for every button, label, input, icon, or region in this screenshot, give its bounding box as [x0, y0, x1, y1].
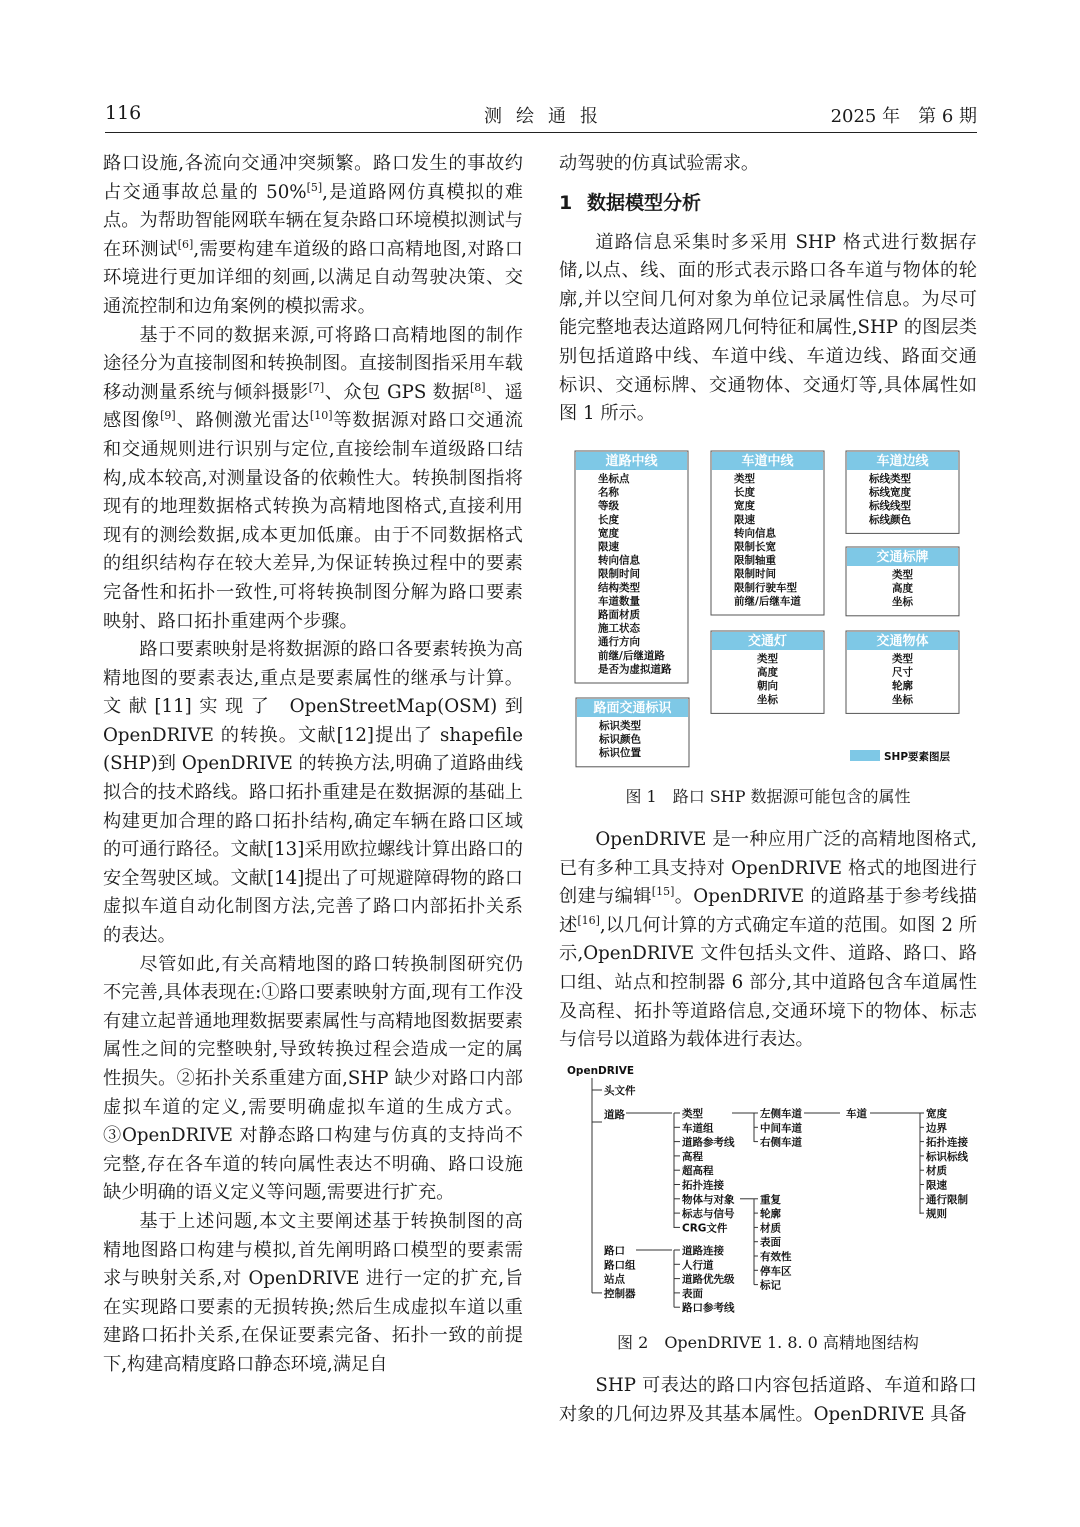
paragraph-element-mapping: 路口要素映射是将数据源的路口各要素转换为高精地图的要素表达,重点是要素属性的继承与计算。文献[11]实现了 OpenStreetMap(OSM)到 OpenDRIVE 的转换。文献[12]提出了 shapefile (SHP)到 OpenDRIVE 的转换方法,明确了道路曲线拟合的技术路线。路口拓扑重建是在数据源的基础上构建更加合理的路口拓扑结构,确定车辆在路口区域的可通行路径。文献[13]采用欧拉螺线计算出路口的安全驾驶区域。文献[14]提出了可规避障碍物的路口虚拟车道自动化制图方法,完善了路口内部拓扑关系的表达。: [103, 639, 523, 947]
layer-box-marking: [576, 698, 689, 767]
attribute-item: 标识位置: [599, 747, 641, 760]
attribute-item: 类型: [757, 653, 778, 665]
paragraph-intro-cont: 路口设施,各流向交通冲突频繁。路口发生的事故约占交通事故总量的 50%[5],是道路网仿真模拟的难点。为帮助智能网联车辆在复杂路口环境模拟测试与在环测试[6],需要构建车道级的路口高精地图,对路口环境进行更加详细的刻画,以满足自动驾驶决策、交通流控制和边角案例的模拟需求。: [103, 153, 523, 317]
figure-2-opendrive-structure: [562, 1062, 972, 1322]
attribute-item: 结构类型: [598, 581, 640, 594]
attribute-item: 宽度: [734, 500, 755, 513]
layer-box-object: [846, 631, 959, 713]
paragraph-continuation: 动驾驶的仿真试验需求。: [559, 153, 760, 174]
citation: [6]: [177, 237, 194, 251]
tree-node-road-child: 道路参考线: [682, 1136, 735, 1149]
left-column: [103, 150, 523, 1380]
page-header: [105, 100, 977, 130]
attribute-item: 路面材质: [598, 609, 640, 621]
right-column-top: [559, 150, 977, 429]
issue-number: 2025 年 第 6 期: [830, 106, 977, 127]
tree-node-road-child: 超高程: [682, 1165, 714, 1178]
attribute-item: 转向信息: [734, 527, 776, 540]
section-title: 1 数据模型分析: [559, 191, 702, 214]
attribute-item: 宽度: [598, 527, 619, 540]
box-title: 车道中线: [741, 454, 794, 469]
tree-node-lane: 车道: [846, 1108, 867, 1120]
right-column-middle: [559, 826, 977, 1055]
figure-2-caption: 图 2 OpenDRIVE 1. 8. 0 高精地图结构: [617, 1333, 919, 1352]
attribute-item: 限速: [598, 541, 619, 553]
legend-swatch: [850, 750, 880, 761]
attribute-item: 标识类型: [599, 720, 641, 732]
tree-node-lane-child: 边界: [926, 1122, 947, 1135]
tree-node-junction: 路口: [604, 1245, 625, 1257]
attribute-item: 高度: [892, 582, 913, 595]
header-rule: [105, 132, 977, 133]
tree-node-lane-child: 宽度: [926, 1108, 947, 1120]
citation: [8]: [470, 380, 486, 394]
tree-node-lane-group: 右侧车道: [760, 1136, 802, 1149]
attribute-item: 长度: [598, 513, 619, 526]
attribute-item: 坐标: [757, 693, 778, 706]
attribute-item: 限制行驶车型: [734, 581, 797, 594]
citation: [10]: [309, 409, 333, 423]
tree-node-lane-child: 通行限制: [926, 1193, 968, 1206]
tree-node-road-child: CRG文件: [682, 1222, 728, 1235]
tree-node-road: 道路: [604, 1109, 625, 1121]
attribute-item: 限制长宽: [734, 541, 776, 553]
attribute-item: 前继/后继车道: [734, 595, 801, 608]
attribute-item: 名称: [598, 486, 619, 499]
attribute-item: 通行方向: [598, 636, 640, 649]
tree-node-road-child: 物体与对象: [682, 1193, 735, 1206]
attribute-item: 转向信息: [598, 554, 640, 567]
layer-box-light: [711, 631, 824, 713]
attribute-item: 限制轴重: [734, 554, 776, 567]
tree-node-object-child: 标记: [760, 1279, 781, 1292]
attribute-item: 是否为虚拟道路: [598, 663, 672, 676]
paragraph-opendrive: OpenDRIVE 是一种应用广泛的高精地图格式,已有多种工具支持对 OpenDRIVE 格式的地图进行创建与编辑[15]。OpenDRIVE 的道路基于参考线描述[16],以几何计算的方式确定车道的范围。如图 2 所示,OpenDRIVE 文件包括头文件、道路、路口、路口组、站点和控制器 6 部分,其中道路包含车道属性及高程、拓扑等道路信息,交通环境下的物体、标志与信号以道路为载体进行表达。: [559, 829, 977, 1051]
attribute-item: 尺寸: [892, 666, 913, 679]
tree-node-junction: 站点: [604, 1273, 625, 1286]
tree-node-object-child: 表面: [760, 1236, 781, 1249]
attribute-item: 标线线型: [869, 500, 911, 513]
page-number: 116: [105, 102, 142, 124]
attribute-item: 类型: [892, 653, 913, 665]
tree-node-lane-child: 规则: [926, 1208, 947, 1221]
figure-legend: [850, 750, 951, 763]
attribute-item: 类型: [734, 473, 755, 485]
tree-node-header: 头文件: [604, 1085, 636, 1097]
citation: [15]: [651, 885, 675, 899]
citation: [9]: [160, 409, 176, 423]
tree-node-junction-child: 道路连接: [682, 1245, 724, 1257]
tree-node-road-child: 标志与信号: [682, 1208, 735, 1221]
tree-node-junction-child: 路口参考线: [682, 1302, 735, 1315]
tree-node-road-child: 类型: [682, 1108, 703, 1120]
tree-node-object-child: 轮廓: [760, 1208, 781, 1221]
attribute-item: 限制时间: [734, 568, 776, 581]
paragraph-approach: 基于上述问题,本文主要阐述基于转换制图的高精地图路口构建与模拟,首先阐明路口模型的要素需求与映射关系,对 OpenDRIVE 进行一定的扩充,旨在实现路口要素的无损转换;然后生成虚拟车道以重建路口拓扑关系,在保证要素完备、拓扑一致的前提下,构建高精度路口静态环境,满足自: [103, 1210, 523, 1375]
attribute-item: 标线宽度: [869, 486, 911, 499]
figure-2-tree: [562, 1062, 972, 1322]
tree-node-lane-child: 标识标线: [926, 1150, 968, 1163]
tree-root: OpenDRIVE: [567, 1065, 635, 1077]
paragraph-shp-layers: 道路信息采集时多采用 SHP 格式进行数据存储,以点、线、面的形式表示路口各车道与物体的轮廓,并以空间几何对象为单位记录属性信息。为尽可能完整地表达道路网几何特征和属性,SHP 的图层类别包括道路中线、车道中线、车道边线、路面交通标识、交通标牌、交通物体、交通灯等,具体属性如图 1 所示。: [559, 231, 977, 425]
tree-node-lane-child: 拓扑连接: [926, 1136, 968, 1149]
attribute-item: 车道数量: [598, 595, 640, 608]
citation: [7]: [308, 380, 325, 394]
attribute-item: 等级: [598, 500, 619, 513]
box-title: 交通物体: [876, 634, 929, 649]
tree-node-road-child: 车道组: [682, 1122, 714, 1135]
citation: [16]: [577, 913, 600, 927]
attribute-item: 坐标: [892, 596, 913, 609]
box-title: 车道边线: [876, 454, 929, 469]
attribute-item: 坐标点: [598, 473, 630, 485]
layer-box-road-center: [575, 451, 688, 683]
attribute-item: 坐标: [892, 693, 913, 706]
tree-node-junction: 路口组: [604, 1259, 636, 1272]
tree-node-junction: 控制器: [604, 1287, 636, 1300]
attribute-item: 轮廓: [892, 680, 913, 693]
tree-node-lane-group: 中间车道: [760, 1122, 802, 1135]
attribute-item: 标线颜色: [869, 513, 911, 526]
tree-node-lane-group: 左侧车道: [760, 1108, 802, 1120]
tree-node-road-child: 拓扑连接: [682, 1179, 724, 1192]
figure-1-shp-attributes: [570, 446, 970, 771]
tree-node-junction-child: 人行道: [682, 1259, 714, 1272]
layer-box-sign-board: [846, 547, 959, 616]
attribute-item: 标线类型: [869, 473, 911, 485]
figure-1-caption: 图 1 路口 SHP 数据源可能包含的属性: [625, 787, 911, 806]
attribute-item: 朝向: [757, 680, 778, 693]
tree-node-object-child: 有效性: [760, 1251, 792, 1263]
tree-node-object-child: 停车区: [760, 1265, 792, 1278]
tree-node-lane-child: 限速: [926, 1179, 947, 1192]
paragraph-data-sources: 基于不同的数据来源,可将路口高精地图的制作途径分为直接制图和转换制图。直接制图指采用车载移动测量系统与倾斜摄影[7]、众包 GPS 数据[8]、遥感图像[9]、路侧激光雷达[10]等数据源对路口交通流和交通规则进行识别与定位,直接绘制车道级路口结构,成本较高,对测量设备的依赖性大。转换制图指将现有的地理数据格式转换为高精地图格式,直接利用现有的测绘数据,成本更加低廉。由于不同数据格式的组织结构存在较大差异,为保证转换过程中的要素完备性和拓扑一致性,可将转换制图分解为路口要素映射、路口拓扑重建两个步骤。: [103, 324, 523, 632]
tree-node-road-child: 高程: [682, 1150, 703, 1163]
journal-name: 测绘通报: [484, 106, 612, 127]
figure-1-diagram: [570, 446, 970, 771]
tree-node-junction-child: 表面: [682, 1287, 703, 1300]
paragraph-shp-content: SHP 可表达的路口内容包括道路、车道和路口对象的几何边界及其基本属性。OpenDRIVE 具备: [559, 1375, 977, 1425]
box-title: 交通标牌: [876, 550, 929, 565]
attribute-item: 限制时间: [598, 568, 640, 581]
tree-node-lane-child: 材质: [926, 1165, 947, 1178]
tree-node-object-child: 重复: [760, 1193, 781, 1206]
layer-box-lane-center: [711, 451, 824, 615]
tree-node-junction-child: 道路优先级: [682, 1273, 735, 1286]
layer-box-lane-edge: [846, 451, 959, 533]
paragraph-limitations: 尽管如此,有关高精地图的路口转换制图研究仍不完善,具体表现在:①路口要素映射方面,现有工作没有建立起普通地理数据要素属性与高精地图数据要素属性之间的完整映射,导致转换过程会造成一定的属性损失。②拓扑关系重建方面,SHP 缺少对路口内部虚拟车道的定义,需要明确虚拟车道的生成方式。③OpenDRIVE 对静态路口构建与仿真的支持尚不完整,存在各车道的转向属性表达不明确、路口设施缺少明确的语义定义等问题,需要进行扩充。: [103, 953, 523, 1204]
attribute-item: 长度: [734, 486, 755, 499]
box-title: 道路中线: [605, 454, 658, 469]
attribute-item: 标识颜色: [599, 733, 641, 746]
attribute-item: 类型: [892, 569, 913, 581]
legend-label: SHP要素图层: [884, 751, 951, 763]
box-title: 交通灯: [747, 634, 788, 649]
right-column-bottom: [559, 1372, 977, 1429]
citation: [5]: [306, 180, 323, 194]
attribute-item: 前继/后继道路: [598, 649, 665, 662]
tree-node-object-child: 材质: [760, 1222, 781, 1235]
attribute-item: 施工状态: [598, 622, 640, 635]
attribute-item: 高度: [757, 666, 778, 679]
box-title: 路面交通标识: [593, 701, 672, 716]
attribute-item: 限速: [734, 513, 755, 526]
